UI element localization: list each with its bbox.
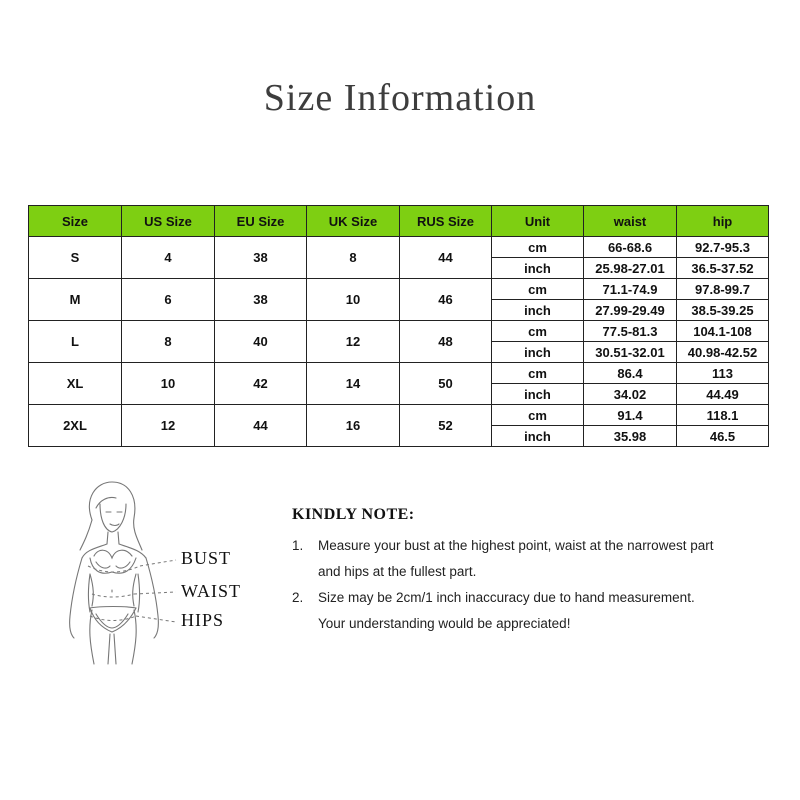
rus-size-cell: 44 xyxy=(400,237,492,279)
waist-cell: 35.98 xyxy=(584,426,677,447)
unit-cell: cm xyxy=(492,363,584,384)
note-item-1 xyxy=(292,538,713,553)
col-hip-header: hip xyxy=(677,206,769,237)
eu-size-cell: 38 xyxy=(215,279,307,321)
col-rus-size-header: RUS Size xyxy=(400,206,492,237)
uk-size-cell: 8 xyxy=(307,237,400,279)
body-measurement-illustration xyxy=(60,478,260,668)
eu-size-cell: 42 xyxy=(215,363,307,405)
note-item-2-text: Size may be 2cm/1 inch inaccuracy due to hand measurement. xyxy=(318,590,695,605)
table-row xyxy=(29,237,769,258)
rus-size-cell: 50 xyxy=(400,363,492,405)
unit-cell: inch xyxy=(492,384,584,405)
unit-cell: cm xyxy=(492,279,584,300)
col-waist-header: waist xyxy=(584,206,677,237)
size-cell: 2XL xyxy=(29,405,122,447)
eu-size-cell: 44 xyxy=(215,405,307,447)
eu-size-cell: 38 xyxy=(215,237,307,279)
size-cell: L xyxy=(29,321,122,363)
us-size-cell: 8 xyxy=(122,321,215,363)
note-item-1-continued: and hips at the fullest part. xyxy=(318,564,477,579)
waist-label: WAIST xyxy=(181,581,241,601)
us-size-cell: 4 xyxy=(122,237,215,279)
hip-cell: 113 xyxy=(677,363,769,384)
waist-cell: 66-68.6 xyxy=(584,237,677,258)
hips-label: HIPS xyxy=(181,610,225,630)
hip-cell: 97.8-99.7 xyxy=(677,279,769,300)
waist-cell: 71.1-74.9 xyxy=(584,279,677,300)
rus-size-cell: 46 xyxy=(400,279,492,321)
waist-cell: 77.5-81.3 xyxy=(584,321,677,342)
col-eu-size-header: EU Size xyxy=(215,206,307,237)
col-uk-size-header: UK Size xyxy=(307,206,400,237)
waist-cell: 27.99-29.49 xyxy=(584,300,677,321)
uk-size-cell: 10 xyxy=(307,279,400,321)
hip-cell: 104.1-108 xyxy=(677,321,769,342)
size-cell: XL xyxy=(29,363,122,405)
note-item-2-number: 2. xyxy=(292,590,304,605)
unit-cell: inch xyxy=(492,426,584,447)
uk-size-cell: 14 xyxy=(307,363,400,405)
us-size-cell: 10 xyxy=(122,363,215,405)
hip-cell: 46.5 xyxy=(677,426,769,447)
table-row xyxy=(29,405,769,426)
unit-cell: inch xyxy=(492,258,584,279)
table-row xyxy=(29,279,769,300)
col-unit-header: Unit xyxy=(492,206,584,237)
rus-size-cell: 52 xyxy=(400,405,492,447)
note-item-2 xyxy=(292,590,695,605)
table-row xyxy=(29,321,769,342)
uk-size-cell: 16 xyxy=(307,405,400,447)
col-size-header: Size xyxy=(29,206,122,237)
col-us-size-header: US Size xyxy=(122,206,215,237)
hip-cell: 118.1 xyxy=(677,405,769,426)
page-title: Size Information xyxy=(263,77,537,119)
rus-size-cell: 48 xyxy=(400,321,492,363)
note-title: KINDLY NOTE: xyxy=(292,506,415,523)
hip-cell: 40.98-42.52 xyxy=(677,342,769,363)
size-cell: M xyxy=(29,279,122,321)
eu-size-cell: 40 xyxy=(215,321,307,363)
table-row xyxy=(29,363,769,384)
hip-cell: 36.5-37.52 xyxy=(677,258,769,279)
unit-cell: inch xyxy=(492,300,584,321)
unit-cell: cm xyxy=(492,237,584,258)
waist-cell: 91.4 xyxy=(584,405,677,426)
us-size-cell: 6 xyxy=(122,279,215,321)
waist-cell: 34.02 xyxy=(584,384,677,405)
hip-cell: 44.49 xyxy=(677,384,769,405)
us-size-cell: 12 xyxy=(122,405,215,447)
hip-cell: 38.5-39.25 xyxy=(677,300,769,321)
unit-cell: cm xyxy=(492,405,584,426)
size-cell: S xyxy=(29,237,122,279)
hip-cell: 92.7-95.3 xyxy=(677,237,769,258)
note-item-1-number: 1. xyxy=(292,538,304,553)
size-table xyxy=(28,205,769,447)
bust-label: BUST xyxy=(181,548,232,568)
header-row xyxy=(29,206,769,237)
waist-cell: 25.98-27.01 xyxy=(584,258,677,279)
unit-cell: cm xyxy=(492,321,584,342)
note-item-2-continued: Your understanding would be appreciated! xyxy=(318,616,571,631)
unit-cell: inch xyxy=(492,342,584,363)
note-item-1-text: Measure your bust at the highest point, waist at the narrowest part xyxy=(318,538,714,553)
uk-size-cell: 12 xyxy=(307,321,400,363)
waist-cell: 30.51-32.01 xyxy=(584,342,677,363)
waist-cell: 86.4 xyxy=(584,363,677,384)
